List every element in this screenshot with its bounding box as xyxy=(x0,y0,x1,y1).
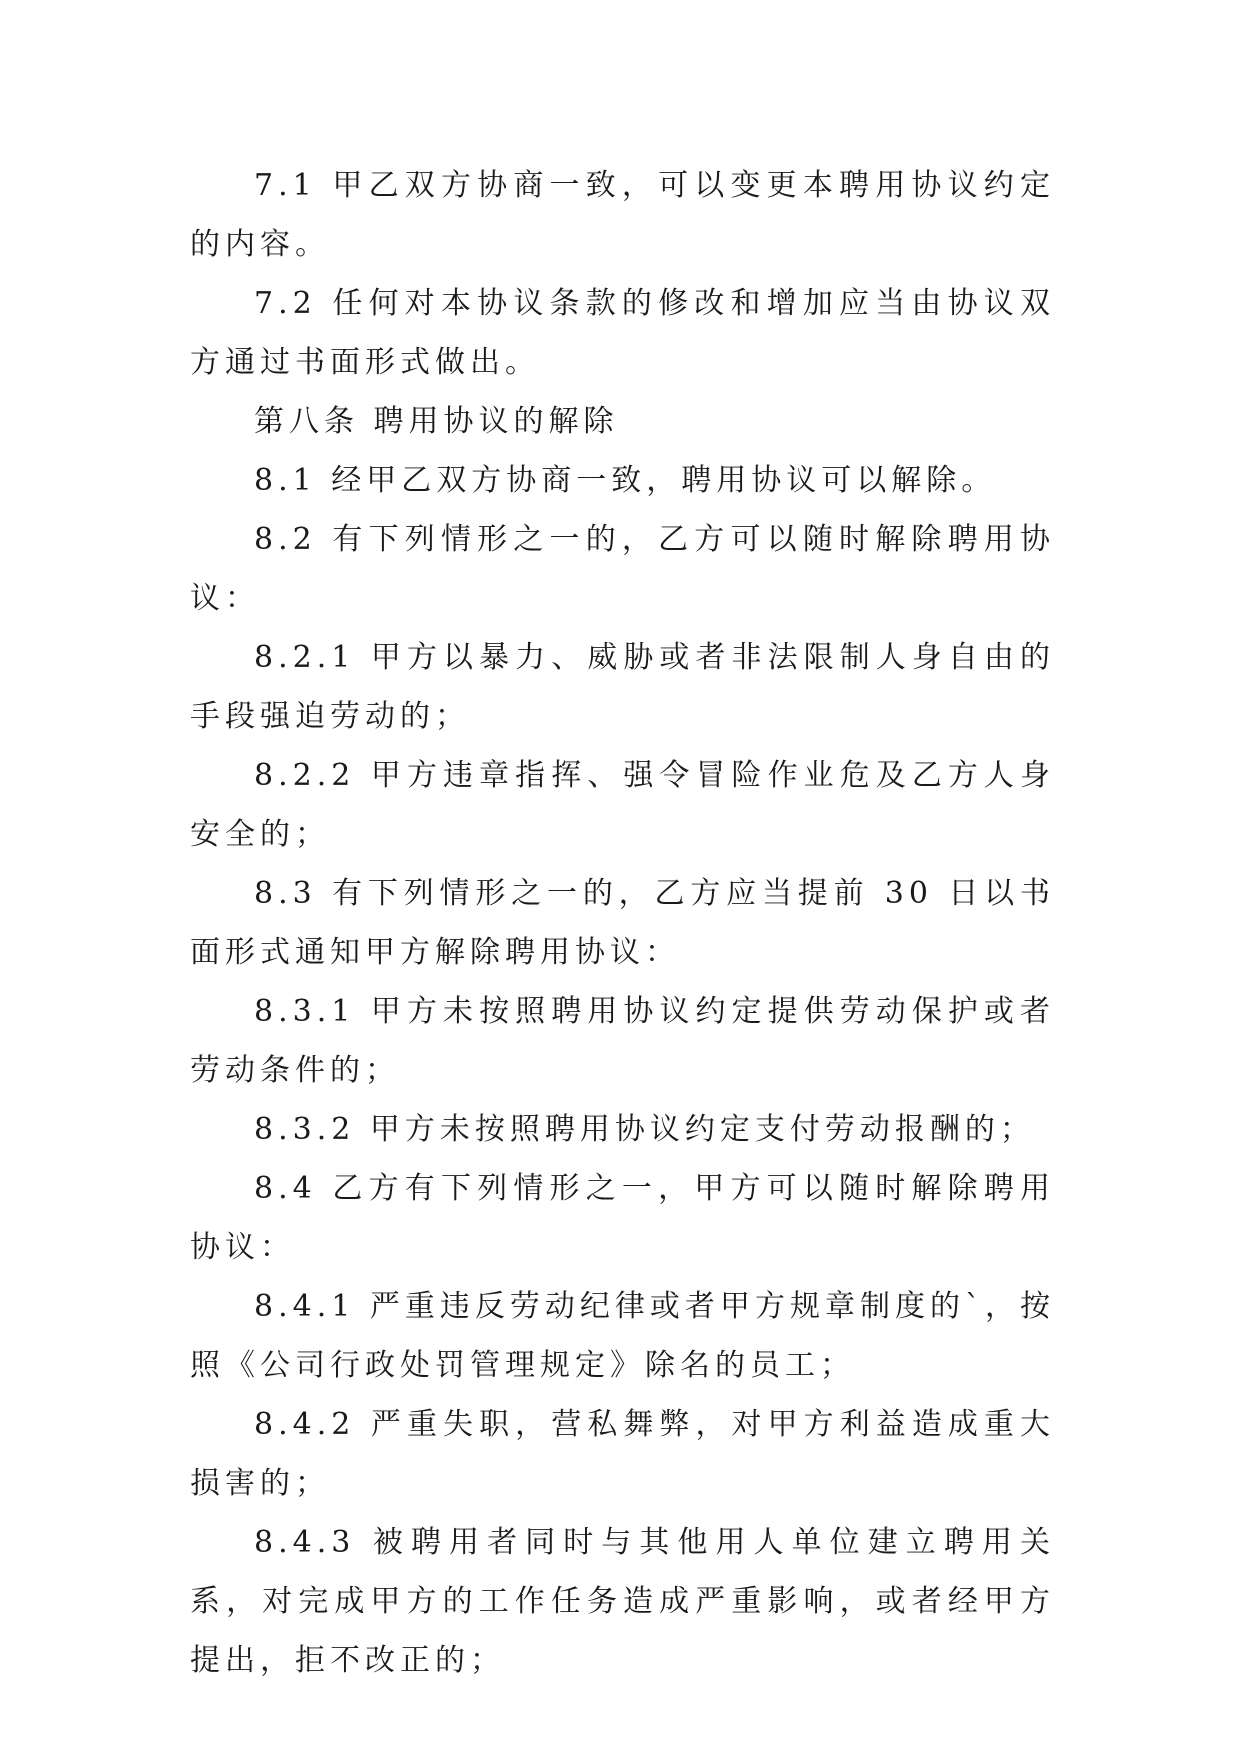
clause-7-2: 7.2 任何对本协议条款的修改和增加应当由协议双方通过书面形式做出。 xyxy=(190,286,1055,380)
article-8-heading: 第八条 聘用协议的解除 xyxy=(254,404,619,439)
clause-8-3: 8.3 有下列情形之一的，乙方应当提前 30 日以书面形式通知甲方解除聘用协议： xyxy=(190,876,1055,970)
clause-8-2-2: 8.2.2 甲方违章指挥、强令冒险作业危及乙方人身安全的； xyxy=(190,758,1055,852)
clause-7-1: 7.1 甲乙双方协商一致，可以变更本聘用协议约定的内容。 xyxy=(190,168,1055,262)
clause-8-1: 8.1 经甲乙双方协商一致，聘用协议可以解除。 xyxy=(254,463,997,498)
document-body xyxy=(190,156,1055,1690)
clause-8-2: 8.2 有下列情形之一的，乙方可以随时解除聘用协议： xyxy=(190,522,1055,616)
clause-8-3-1: 8.3.1 甲方未按照聘用协议约定提供劳动保护或者劳动条件的； xyxy=(190,994,1055,1088)
clause-8-3-2: 8.3.2 甲方未按照聘用协议约定支付劳动报酬的； xyxy=(254,1112,1035,1147)
clause-8-4-1: 8.4.1 严重违反劳动纪律或者甲方规章制度的`，按照《公司行政处罚管理规定》除名的员工； xyxy=(190,1289,1055,1383)
clause-8-4: 8.4 乙方有下列情形之一，甲方可以随时解除聘用协议： xyxy=(190,1171,1055,1265)
clause-8-4-2: 8.4.2 严重失职，营私舞弊，对甲方利益造成重大损害的； xyxy=(190,1407,1055,1501)
clause-8-2-1: 8.2.1 甲方以暴力、威胁或者非法限制人身自由的手段强迫劳动的； xyxy=(190,640,1055,734)
clause-8-4-3: 8.4.3 被聘用者同时与其他用人单位建立聘用关系，对完成甲方的工作任务造成严重影响，或者经甲方提出，拒不改正的； xyxy=(190,1525,1055,1678)
